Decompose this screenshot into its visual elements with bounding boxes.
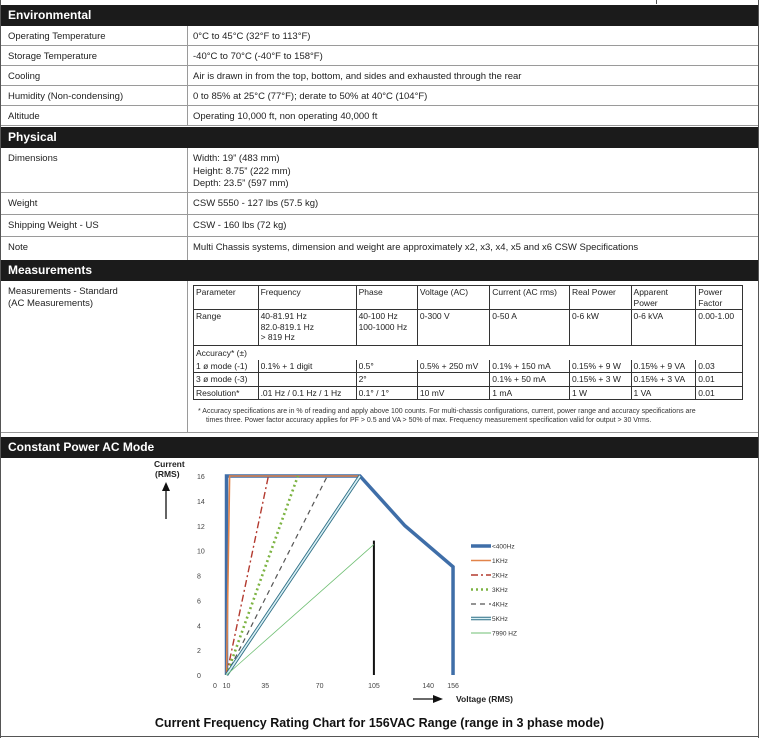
measurements-table-row-range: [194, 310, 743, 346]
range-cell: 0-6 kW: [569, 310, 631, 346]
mode3-cell: 0.01: [696, 373, 743, 387]
headers-cell: Real Power: [569, 286, 631, 310]
dimensions-row: [1, 148, 758, 193]
y-tick-label: 12: [197, 523, 205, 531]
headers-cell: Apparent Power: [631, 286, 696, 310]
physical-row-value: CSW - 160 lbs (72 kg): [193, 220, 287, 231]
environmental-row-label: Operating Temperature: [8, 31, 106, 42]
physical-row-label: Shipping Weight - US: [8, 220, 99, 231]
measurements-label-line1: Measurements - Standard: [8, 286, 118, 297]
footnote-line1: * Accuracy specifications are in % of reading and apply above 100 counts. For multi-chassis configurations, current, power range and accuracy specifications are: [198, 408, 696, 415]
range-cell: 0-50 A: [490, 310, 570, 346]
environmental-row-value: Air is drawn in from the top, bottom, and sides and exhausted through the rear: [193, 71, 522, 82]
y-tick-label: 16: [197, 474, 205, 481]
mode3-cell: 0.1% + 50 mA: [490, 373, 570, 387]
headers-cell: Power Factor: [696, 286, 743, 310]
mode1-cell: 0.1% + 1 digit: [258, 360, 356, 373]
legend-label-2: 2KHz: [492, 572, 508, 580]
x-tick-label: 156: [447, 683, 459, 690]
x-tick-label: 70: [315, 683, 324, 690]
environmental-row-value: -40°C to 70°C (-40°F to 158°F): [193, 51, 323, 62]
resolution-cell: 1 VA: [631, 386, 696, 400]
measurements-header: Measurements: [1, 260, 758, 281]
environmental-row-value: 0°C to 45°C (32°F to 113°F): [193, 31, 311, 42]
dimensions-value: [193, 153, 291, 191]
chart-caption: Current Frequency Rating Chart for 156VAC Range (range in 3 phase mode): [154, 716, 605, 730]
environmental-row: [1, 106, 758, 126]
measurements-label-line2: (AC Measurements): [8, 298, 93, 309]
physical-row-label: Weight: [8, 198, 38, 209]
legend-label-1: 1KHz: [492, 558, 508, 565]
y-tick-label: 4: [197, 623, 201, 631]
range-cell: 0-6 kVA: [631, 310, 696, 346]
environmental-row-value: Operating 10,000 ft, non operating 40,000 ft: [193, 111, 378, 122]
physical-row: [1, 237, 758, 261]
range-cell: 0.00-1.00: [696, 310, 743, 346]
y-axis-label-unit: (RMS): [155, 469, 180, 479]
page-edge-tick: [656, 0, 657, 4]
legend-label-3: 3KHz: [492, 587, 508, 594]
resolution-cell: 1 mA: [490, 386, 570, 400]
y-axis-label: Current: [154, 459, 185, 469]
physical-row-value: CSW 5550 - 127 lbs (57.5 kg): [193, 198, 319, 209]
mode1-cell: 0.1% + 150 mA: [490, 360, 570, 373]
y-axis-arrow-head: [162, 482, 170, 491]
resolution-cell: 10 mV: [417, 386, 489, 400]
headers-cell: Voltage (AC): [417, 286, 489, 310]
headers-cell: Current (AC rms): [490, 286, 570, 310]
environmental-row-label: Cooling: [8, 71, 41, 82]
headers-cell: Frequency: [258, 286, 356, 310]
resolution-cell: .01 Hz / 0.1 Hz / 1 Hz: [258, 386, 356, 400]
accuracy-label: Accuracy* (±): [194, 346, 743, 360]
environmental-row: [1, 26, 758, 46]
measurements-table-header: [194, 286, 743, 310]
mode3-cell: 2°: [356, 373, 417, 387]
y-tick-label: 6: [197, 598, 201, 606]
y-tick-label: 8: [197, 573, 201, 581]
environmental-row-value: 0 to 85% at 25°C (77°F); derate to 50% at 40°C (104°F): [193, 91, 428, 102]
measurements-table-row-accuracy: [194, 346, 743, 360]
measurements-label: [8, 286, 118, 310]
constant-power-header: Constant Power AC Mode: [1, 437, 758, 458]
mode1-cell: 0.15% + 9 W: [569, 360, 631, 373]
physical-row: [1, 193, 758, 215]
resolution-cell: 0.1° / 1°: [356, 386, 417, 400]
x-tick-label: 35: [261, 683, 270, 690]
physical-header: Physical: [1, 127, 758, 148]
mode3-cell: [258, 373, 356, 387]
resolution-cell: 1 W: [569, 386, 631, 400]
range-cell: 40-100 Hz 100-1000 Hz: [356, 310, 417, 346]
dimension-height: Height: 8.75” (222 mm): [193, 165, 291, 177]
y-tick-label: 14: [197, 498, 205, 506]
legend-label-6: 7990 HZ: [492, 630, 517, 638]
current-frequency-chart: [1, 459, 758, 714]
environmental-row-label: Humidity (Non-condensing): [8, 91, 124, 102]
bottom-border: [1, 736, 758, 737]
x-axis-arrow-head: [433, 695, 443, 703]
series-line-4: [227, 476, 328, 675]
mode1-cell: 0.03: [696, 360, 743, 373]
mode1-cell: 0.5°: [356, 360, 417, 373]
mode1-cell: 0.5% + 250 mV: [417, 360, 489, 373]
headers-cell: Parameter: [194, 286, 259, 310]
y-tick-label: 10: [197, 548, 205, 556]
y-tick-label: 2: [197, 648, 201, 656]
mode3-cell: 3 ø mode (-3): [194, 373, 259, 387]
legend-label-4: 4KHz: [492, 601, 508, 609]
resolution-cell: 0.01: [696, 386, 743, 400]
x-tick-label: 0: [213, 683, 217, 690]
mode3-cell: [417, 373, 489, 387]
dimensions-label: Dimensions: [8, 153, 58, 164]
measurements-table-row-resolution: [194, 386, 743, 400]
range-cell: 40-81.91 Hz 82.0-819.1 Hz > 819 Hz: [258, 310, 356, 346]
series-line-3: [227, 476, 298, 675]
x-axis-label: Voltage (RMS): [456, 694, 513, 704]
measurements-table-row-1ph: [194, 360, 743, 373]
headers-cell: Phase: [356, 286, 417, 310]
physical-row-label: Note: [8, 242, 29, 253]
range-cell: 0-300 V: [417, 310, 489, 346]
mode1-cell: 0.15% + 9 VA: [631, 360, 696, 373]
resolution-cell: Resolution*: [194, 386, 259, 400]
environmental-row-label: Altitude: [8, 111, 40, 122]
x-tick-label: 105: [368, 683, 380, 690]
dimension-depth: Depth: 23.5” (597 mm): [193, 178, 289, 189]
series-line-5: [227, 476, 360, 675]
environmental-row: [1, 66, 758, 86]
environmental-header: Environmental: [1, 5, 758, 26]
mode3-cell: 0.15% + 3 W: [569, 373, 631, 387]
range-cell: Range: [194, 310, 259, 346]
physical-row: [1, 215, 758, 237]
measurements-table: [193, 285, 743, 400]
measurements-table-row-3ph: [194, 373, 743, 387]
x-tick-label: 10: [222, 683, 231, 690]
x-tick-label: 140: [422, 683, 435, 690]
y-tick-label: 0: [197, 673, 201, 680]
footnote-line2: times three. Power factor accuracy applies for PF > 0.5 and VA > 50% of max. Frequency measurement specification valid for output > 30 Vrms.: [206, 417, 652, 424]
measurements-footnote: [198, 407, 748, 425]
legend-label-5: 5KHz: [492, 616, 508, 623]
mode3-cell: 0.15% + 3 VA: [631, 373, 696, 387]
legend-label-0: <400Hz: [492, 543, 515, 551]
environmental-row-label: Storage Temperature: [8, 51, 98, 62]
dimension-width: Width: 19” (483 mm): [193, 153, 280, 164]
environmental-row: [1, 46, 758, 66]
mode1-cell: 1 ø mode (-1): [194, 360, 259, 373]
environmental-row: [1, 86, 758, 106]
physical-row-value: Multi Chassis systems, dimension and weight are approximately x2, x3, x4, x5 and x6 CSW Specifications: [193, 242, 639, 253]
